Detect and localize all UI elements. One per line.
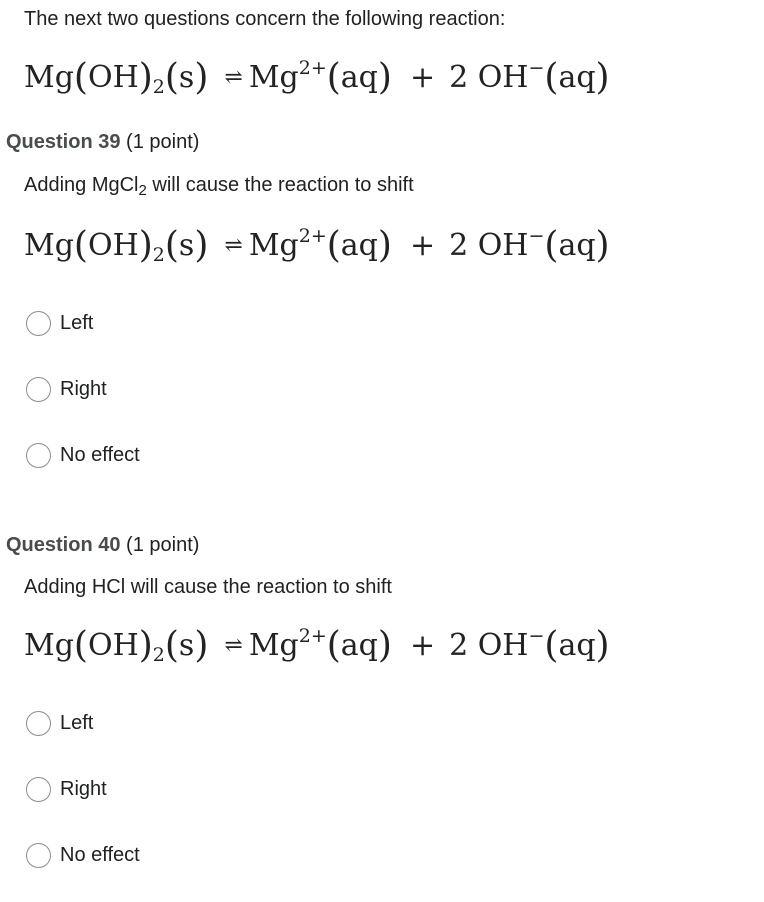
- equilibrium-arrow: ⇌: [224, 633, 243, 658]
- reactant-subscript: 2: [152, 644, 165, 666]
- reactant-formula: Mg: [24, 60, 74, 95]
- product1-state: aq: [340, 628, 378, 663]
- product1-formula: Mg: [248, 628, 299, 663]
- q40-option-right[interactable]: [26, 777, 107, 802]
- question-39-heading: [6, 131, 199, 154]
- q40-option-left[interactable]: [26, 711, 93, 736]
- reactant-subscript: 2: [152, 76, 165, 98]
- plus-sign: +: [409, 628, 436, 663]
- question-number: Question 39: [6, 131, 121, 153]
- prompt-subscript: 2: [138, 182, 147, 199]
- product2-state: aq: [558, 228, 596, 263]
- q39-option-no-effect[interactable]: [26, 443, 140, 468]
- question-39-prompt: [24, 174, 414, 199]
- product2-formula: 2 OH: [449, 628, 529, 663]
- radio-button[interactable]: [26, 311, 51, 336]
- product2-charge: −: [528, 225, 545, 247]
- plus-sign: +: [409, 60, 436, 95]
- product2-formula: 2 OH: [449, 60, 529, 95]
- intro-text: The next two questions concern the following reaction:: [24, 8, 506, 30]
- option-label: Left: [60, 712, 94, 734]
- reaction-equation: $Mg(OH)_2(s)$ ⇌ $Mg^{2+}(aq) + 2$ OH−(aq): [24, 225, 610, 266]
- radio-button[interactable]: [26, 377, 51, 402]
- product1-formula: Mg: [248, 60, 299, 95]
- radio-button[interactable]: [26, 443, 51, 468]
- option-label: No effect: [60, 844, 140, 866]
- q39-option-left[interactable]: [26, 311, 93, 336]
- reaction-equation: $Mg(OH)_2(s)$ ⇌ $Mg^{2+}(aq) + 2$ OH−(aq): [24, 625, 610, 666]
- question-40-prompt: [24, 576, 392, 599]
- q39-option-right[interactable]: [26, 377, 107, 402]
- prompt-text: Adding HCl will cause the reaction to shift: [24, 576, 392, 598]
- reactant-state: s: [178, 628, 195, 663]
- question-points: (1 point): [126, 131, 200, 153]
- radio-button[interactable]: [26, 711, 51, 736]
- reactant-state: s: [178, 60, 195, 95]
- plus-sign: +: [409, 228, 436, 263]
- product1-state: aq: [340, 228, 378, 263]
- reactant-formula: Mg: [24, 628, 74, 663]
- reactant-formula: Mg: [24, 228, 74, 263]
- radio-button[interactable]: [26, 777, 51, 802]
- equilibrium-arrow: ⇌: [224, 65, 243, 90]
- reactant-state: s: [178, 228, 195, 263]
- question-40-heading: [6, 534, 199, 557]
- product1-charge: 2+: [298, 225, 327, 247]
- radio-button[interactable]: [26, 843, 51, 868]
- reactant-group: OH: [87, 228, 139, 263]
- product2-charge: −: [528, 57, 545, 79]
- product2-charge: −: [528, 625, 545, 647]
- option-label: Left: [60, 312, 94, 334]
- option-label: Right: [60, 378, 107, 400]
- product2-formula: 2 OH: [449, 228, 529, 263]
- equilibrium-arrow: ⇌: [224, 233, 243, 258]
- product2-state: aq: [558, 628, 596, 663]
- product1-formula: Mg: [248, 228, 299, 263]
- question-number: Question 40: [6, 534, 121, 556]
- prompt-text-end: will cause the reaction to shift: [146, 174, 414, 196]
- reactant-group: OH: [87, 60, 139, 95]
- reactant-group: OH: [87, 628, 139, 663]
- reactant-subscript: 2: [152, 244, 165, 266]
- product2-state: aq: [558, 60, 596, 95]
- reaction-equation: $Mg(OH)_2(s)$ ⇌ $Mg^{2+}(aq) + 2$ OH−(aq): [24, 57, 610, 98]
- option-label: No effect: [60, 444, 140, 466]
- question-points: (1 point): [126, 534, 200, 556]
- q40-option-no-effect[interactable]: [26, 843, 140, 868]
- option-label: Right: [60, 778, 107, 800]
- prompt-text: Adding MgCl: [24, 174, 139, 196]
- product1-state: aq: [340, 60, 378, 95]
- product1-charge: 2+: [298, 625, 327, 647]
- product1-charge: 2+: [298, 57, 327, 79]
